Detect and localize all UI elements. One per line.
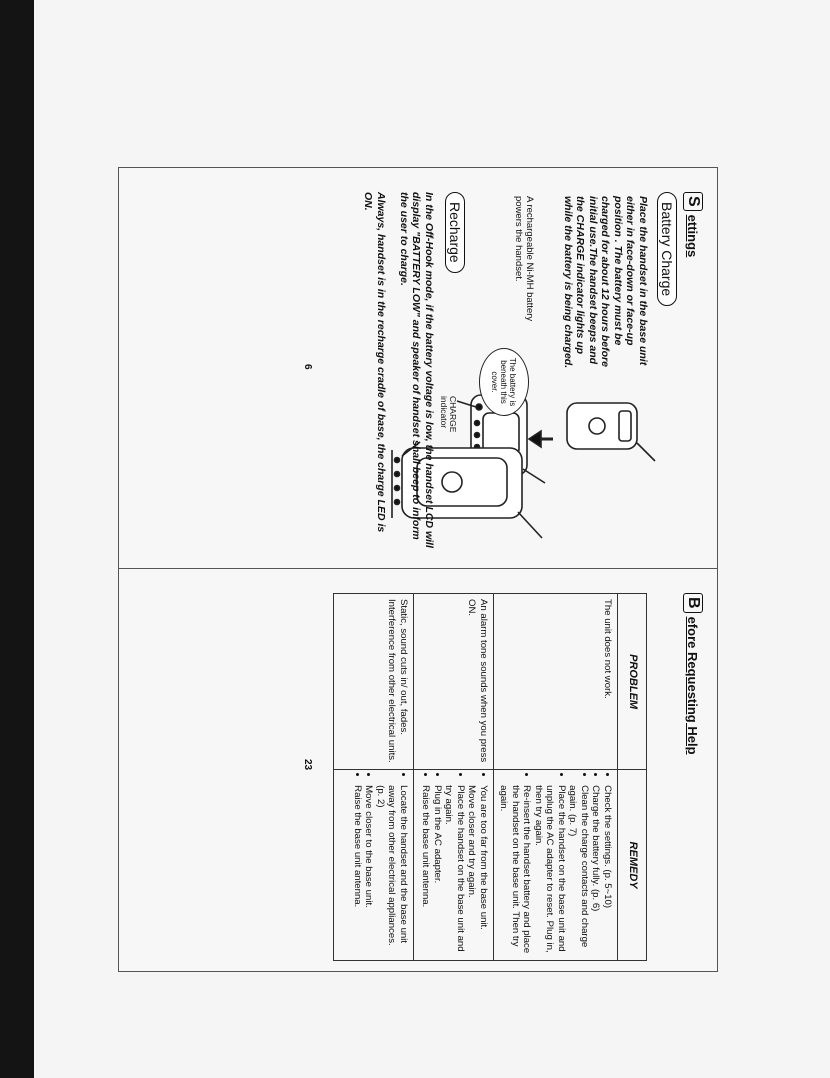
settings-initial: S bbox=[683, 192, 703, 211]
battery-charge-text: Place the handset in the base unit either in face-down or face-up position . The battery must be charged for about 12 hours before initial use.The handset beeps and the CHARGE indicator lights up while the battery is being charged. bbox=[562, 196, 649, 369]
remedy-cell bbox=[494, 770, 618, 961]
remedy-item: • Place the handset on the base unit and unplug the AC adapter to reset. Plug in, then try again. bbox=[533, 785, 568, 955]
problem-cell: An alarm tone sounds when you press ON. bbox=[414, 594, 494, 770]
troubleshooting-table bbox=[333, 593, 647, 961]
battery-note: A rechargeable Ni-MH battery powers the handset. bbox=[513, 196, 535, 322]
recharge-heading: Recharge bbox=[445, 192, 465, 273]
remedy-item: • Clean the charge contacts and charge again. (p. 7) bbox=[567, 785, 590, 955]
remedy-cell bbox=[414, 770, 494, 961]
remedy-item: • Raise the base unit antenna. bbox=[352, 785, 364, 955]
remedy-header: REMEDY bbox=[618, 770, 647, 961]
settings-title-rest: ettings bbox=[685, 214, 701, 258]
remedy-item: • You are too far from the base unit. Move closer and try again. bbox=[466, 785, 489, 955]
settings-title bbox=[683, 192, 703, 257]
remedy-item: • Charge the battery fully. (p. 6) bbox=[590, 785, 602, 955]
recharge-text: In the Off-Hook mode, if the battery voltage is low, the handset LCD will display "BATTERY LOW" and speaker of handset shall beep to inform the user to charge. bbox=[398, 192, 435, 548]
battery-callout: The battery is beneath this cover. bbox=[479, 348, 529, 416]
table-row bbox=[494, 594, 618, 961]
table-row bbox=[334, 594, 414, 961]
battery-charge-heading: Battery Charge bbox=[657, 192, 677, 306]
scanner-edge bbox=[0, 0, 34, 1078]
help-initial: B bbox=[683, 593, 703, 613]
help-title-rest: efore Requesting Help bbox=[685, 616, 701, 755]
remedy-item: • Plug in the AC adapter. bbox=[432, 785, 444, 955]
remedy-item: • Raise the base unit antenna. bbox=[420, 785, 432, 955]
help-title bbox=[683, 593, 703, 755]
charge-indicator-label: CHARGE indicator bbox=[439, 396, 458, 433]
remedy-item: • Move closer to the base unit. bbox=[363, 785, 375, 955]
help-page bbox=[119, 569, 717, 969]
table-row bbox=[414, 594, 494, 961]
settings-page bbox=[119, 168, 717, 568]
problem-header: PROBLEM bbox=[618, 594, 647, 770]
page-number-23: 23 bbox=[302, 759, 313, 771]
manual-spread bbox=[118, 167, 718, 972]
remedy-item: • Locate the handset and the base unit away from other electrical appliances. (p. 2) bbox=[375, 785, 410, 955]
page-number-6: 6 bbox=[302, 364, 313, 370]
remedy-item: • Place the handset on the base unit and try again. bbox=[443, 785, 466, 955]
recharge-text-2: Always, handset is in the recharge cradle of base, the charge LED is ON. bbox=[362, 192, 387, 533]
remedy-item: • Check the settings. (p. 5~10) bbox=[602, 785, 614, 955]
remedy-cell bbox=[334, 770, 414, 961]
problem-cell: The unit does not work. bbox=[494, 594, 618, 770]
remedy-item: • Re-insert the handset battery and place the handset on the base unit. Then try again. bbox=[498, 785, 533, 955]
problem-cell: Static, sound cuts in/ out, fades. Interference from other electrical units. bbox=[334, 594, 414, 770]
